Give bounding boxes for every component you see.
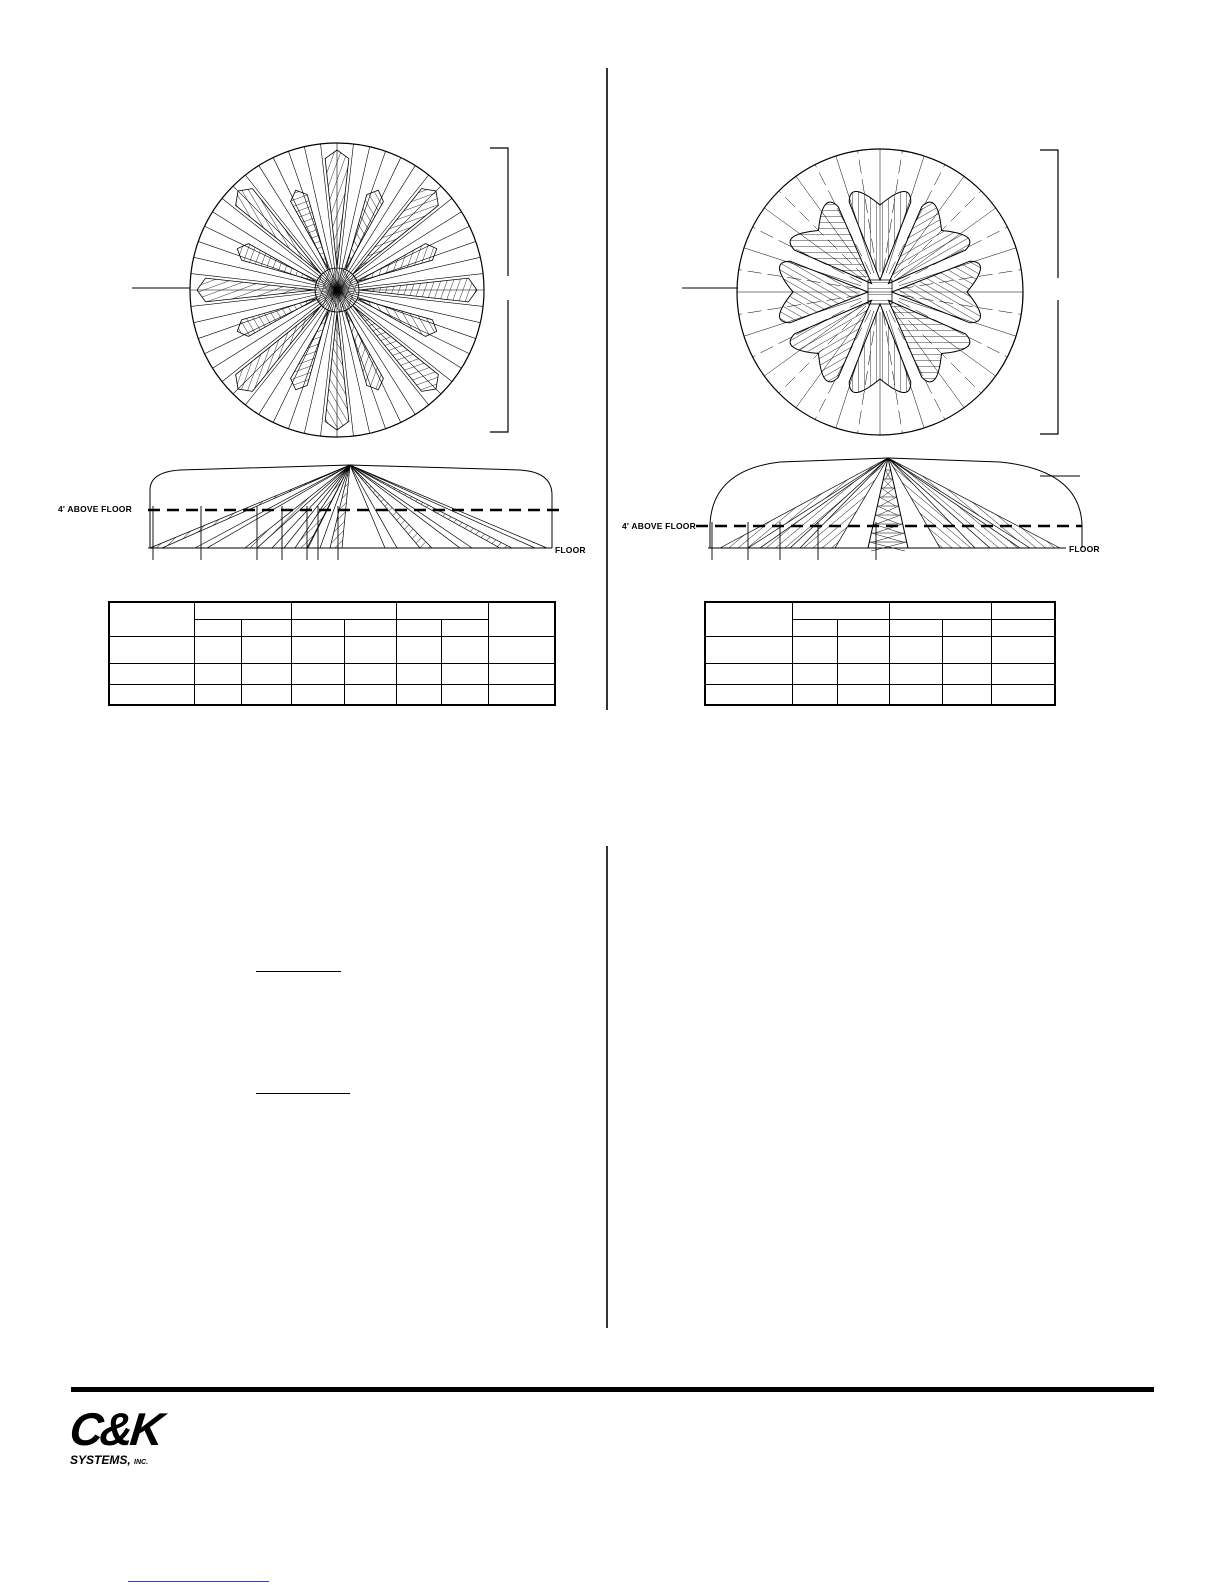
right-spec-table (704, 601, 1056, 706)
table-cell (397, 619, 442, 636)
table-cell (793, 602, 889, 619)
right-top-view-pattern (737, 149, 1023, 435)
table-cell (889, 602, 991, 619)
table-cell (942, 619, 991, 636)
table-row (705, 663, 1055, 684)
table-cell (889, 619, 942, 636)
logo-company (70, 1453, 190, 1467)
table-row (705, 636, 1055, 663)
logo-company-suffix: INC. (134, 1459, 149, 1466)
left-spec-table (108, 601, 556, 706)
underline-mark (256, 971, 341, 972)
table-cell (109, 602, 195, 636)
link-underline[interactable] (128, 1581, 269, 1582)
table-cell (838, 619, 889, 636)
table-cell (488, 602, 555, 636)
table-cell (793, 619, 838, 636)
table-row (109, 636, 555, 663)
table-cell (195, 619, 242, 636)
table-cell (441, 619, 488, 636)
logo-company-name: SYSTEMS, (70, 1453, 131, 1467)
table-cell (195, 602, 292, 619)
footer-rule (71, 1387, 1154, 1392)
table-row (705, 684, 1055, 705)
table-row (109, 663, 555, 684)
table-cell (991, 602, 1055, 619)
left-floor-label: FLOOR (555, 545, 586, 555)
right-range-bracket (1040, 150, 1058, 434)
table-cell (397, 602, 488, 619)
right-side-view-pattern (696, 458, 1082, 560)
column-divider-bottom (606, 846, 608, 1328)
left-height-label: 4' ABOVE FLOOR (58, 504, 132, 514)
company-logo (67, 1403, 190, 1477)
table-cell (991, 619, 1055, 636)
table-cell (292, 619, 345, 636)
right-floor-label: FLOOR (1069, 544, 1100, 554)
logo-mark: C&K (67, 1403, 164, 1455)
table-cell (292, 602, 397, 619)
underline-mark (256, 1093, 350, 1094)
table-row (109, 684, 555, 705)
table-cell (344, 619, 397, 636)
table-cell (705, 602, 793, 636)
right-height-label: 4' ABOVE FLOOR (622, 521, 696, 531)
table-cell (241, 619, 292, 636)
